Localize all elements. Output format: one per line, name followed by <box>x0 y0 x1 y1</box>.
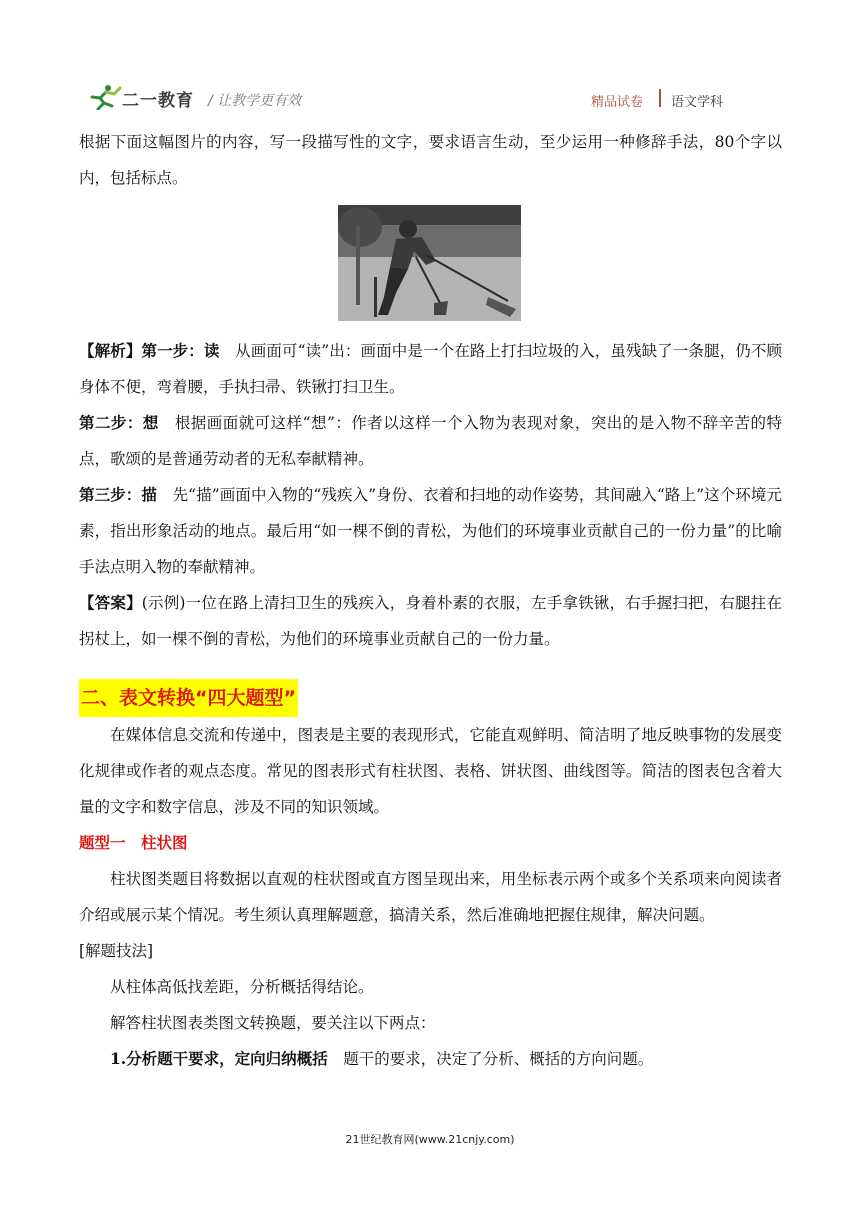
section-title-wrap <box>79 657 782 717</box>
method-line1: 从柱体高低找差距，分析概括得结论。 <box>110 978 374 996</box>
analysis-step1 <box>79 333 782 405</box>
logo-text: 二一教育 <box>122 91 194 111</box>
analysis-step2 <box>79 405 782 477</box>
page-footer: 21世纪教育网(www.21cnjy.com) <box>345 1133 515 1146</box>
point1 <box>79 1041 782 1077</box>
header-subject: 语文学科 <box>671 95 724 110</box>
analysis-step3 <box>79 477 782 585</box>
section-paragraph: 在媒体信息交流和传递中，图表是主要的表现形式，它能直观鲜明、简洁明了地反映事物的发展变化规律或作者的观点态度。常见的图表形式有柱状图、表格、饼状图、曲线图等。简洁的图表包含着大量的文字和数字信息，涉及不同的知识领域。 <box>79 726 782 816</box>
analysis-step2-text: 根据画面就可这样“想”：作者以这样一个入物为表现对象，突出的是入物不辞辛苦的特点，歌颂的是普通劳动者的无私奉献精神。 <box>79 414 782 468</box>
section-title: 二、表文转换“四大题型” <box>79 679 298 717</box>
question-intro: 根据下面这幅图片的内容，写一段描写性的文字，要求语言生动，至少运用一种修辞手法，80个字以内，包括标点。 <box>79 133 782 187</box>
step2-label: 第二步：想 <box>79 413 159 432</box>
type1-paragraph: 柱状图类题目将数据以直观的柱状图或直方图呈现出来，用坐标表示两个或多个关系项来向阅读者介绍或展示某个情况。考生须认真理解题意，搞清关系，然后准确地把握住规律，解决问题。 <box>79 870 782 924</box>
analysis-step3-text: 先“描”画面中入物的“残疾入”身份、衣着和扫地的动作姿势，其间融入“路上”这个环境元素，指出形象活动的地点。最后用“如一棵不倒的青松，为他们的环境事业贡献自己的一份力量”的比喻手法点明入物的奉献精神。 <box>79 486 782 576</box>
answer-text: (示例)一位在路上清扫卫生的残疾入，身着朴素的衣服，左手拿铁锹，右手握扫把，右腿拄在拐杖上，如一棵不倒的青松，为他们的环境事业贡献自己的一份力量。 <box>79 594 782 648</box>
method-label: [解题技法] <box>79 942 154 960</box>
header-divider <box>659 89 661 107</box>
point1-label: 1.分析题干要求，定向归纳概括 <box>110 1049 328 1068</box>
sweeper-photo <box>338 205 521 321</box>
answer <box>79 585 782 657</box>
step3-label: 第三步：描 <box>79 485 157 504</box>
header-label: 精品试卷 <box>591 95 644 110</box>
analysis-label: 【解析】第一步：读 <box>79 341 220 360</box>
answer-label: 【答案】 <box>79 593 142 612</box>
type1-title: 题型一 柱状图 <box>79 834 188 852</box>
point1-text: 题干的要求，决定了分析、概括的方向问题。 <box>327 1050 654 1068</box>
analysis-step1-text: 从画面可“读”出：画面中是一个在路上打扫垃圾的入，虽残缺了一条腿，仍不顾身体不便，弯着腰，手执扫帚、铁锹打扫卫生。 <box>79 342 782 396</box>
document-body <box>79 124 782 1077</box>
running-man-logo-icon <box>86 84 122 110</box>
page-header <box>0 0 860 120</box>
photo-container <box>79 205 782 329</box>
logo-slogan: / 让教学更有效 <box>208 93 302 109</box>
method-line2: 解答柱状图表类图文转换题，要关注以下两点： <box>110 1014 436 1032</box>
